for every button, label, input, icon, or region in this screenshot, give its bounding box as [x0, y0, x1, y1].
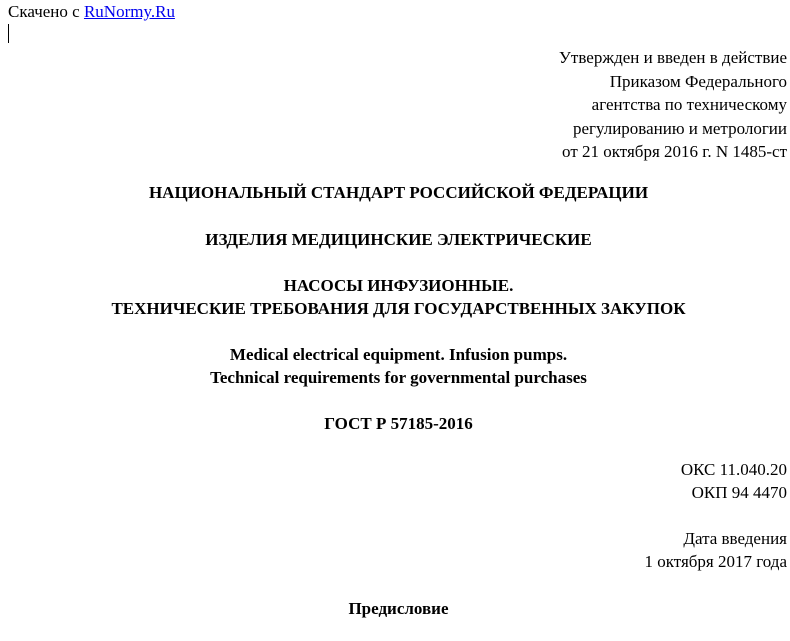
national-standard-heading: НАЦИОНАЛЬНЫЙ СТАНДАРТ РОССИЙСКОЙ ФЕДЕРАЦИИ: [148, 183, 649, 202]
effective-date-label: Дата введения: [683, 529, 787, 548]
runormy-link[interactable]: RuNormy.Ru: [83, 2, 175, 21]
approval-line: Приказом Федерального: [609, 71, 787, 91]
approval-block: [367, 46, 787, 164]
text-cursor: [8, 24, 9, 43]
standard-designation: ГОСТ Р 57185-2016: [324, 414, 473, 433]
approval-line: регулированию и метрологии: [572, 118, 787, 138]
english-title-line1: Medical electrical equipment. Infusion pumps.: [229, 345, 568, 364]
approval-line: от 21 октября 2016 г. N 1485-ст: [562, 142, 787, 161]
download-source-prefix: Скачено с: [8, 2, 80, 21]
foreword-heading: Предисловие: [348, 599, 449, 618]
product-group-heading: ИЗДЕЛИЯ МЕДИЦИНСКИЕ ЭЛЕКТРИЧЕСКИЕ: [205, 230, 592, 249]
approval-line: агентства по техническому: [591, 95, 787, 114]
download-source-line: [8, 2, 175, 22]
okp-code: ОКП 94 4470: [691, 483, 787, 502]
oks-code: ОКС 11.040.20: [680, 460, 787, 479]
subject-heading-line2: ТЕХНИЧЕСКИЕ ТРЕБОВАНИЯ ДЛЯ ГОСУДАРСТВЕННЫХ ЗАКУПОК: [111, 299, 686, 318]
effective-date-value: 1 октября 2017 года: [644, 552, 787, 571]
subject-heading-line1: НАСОСЫ ИНФУЗИОННЫЕ.: [283, 276, 514, 295]
approval-line: Утвержден и введен в действие: [558, 48, 787, 67]
english-title-line2: Technical requirements for governmental purchases: [210, 368, 587, 387]
